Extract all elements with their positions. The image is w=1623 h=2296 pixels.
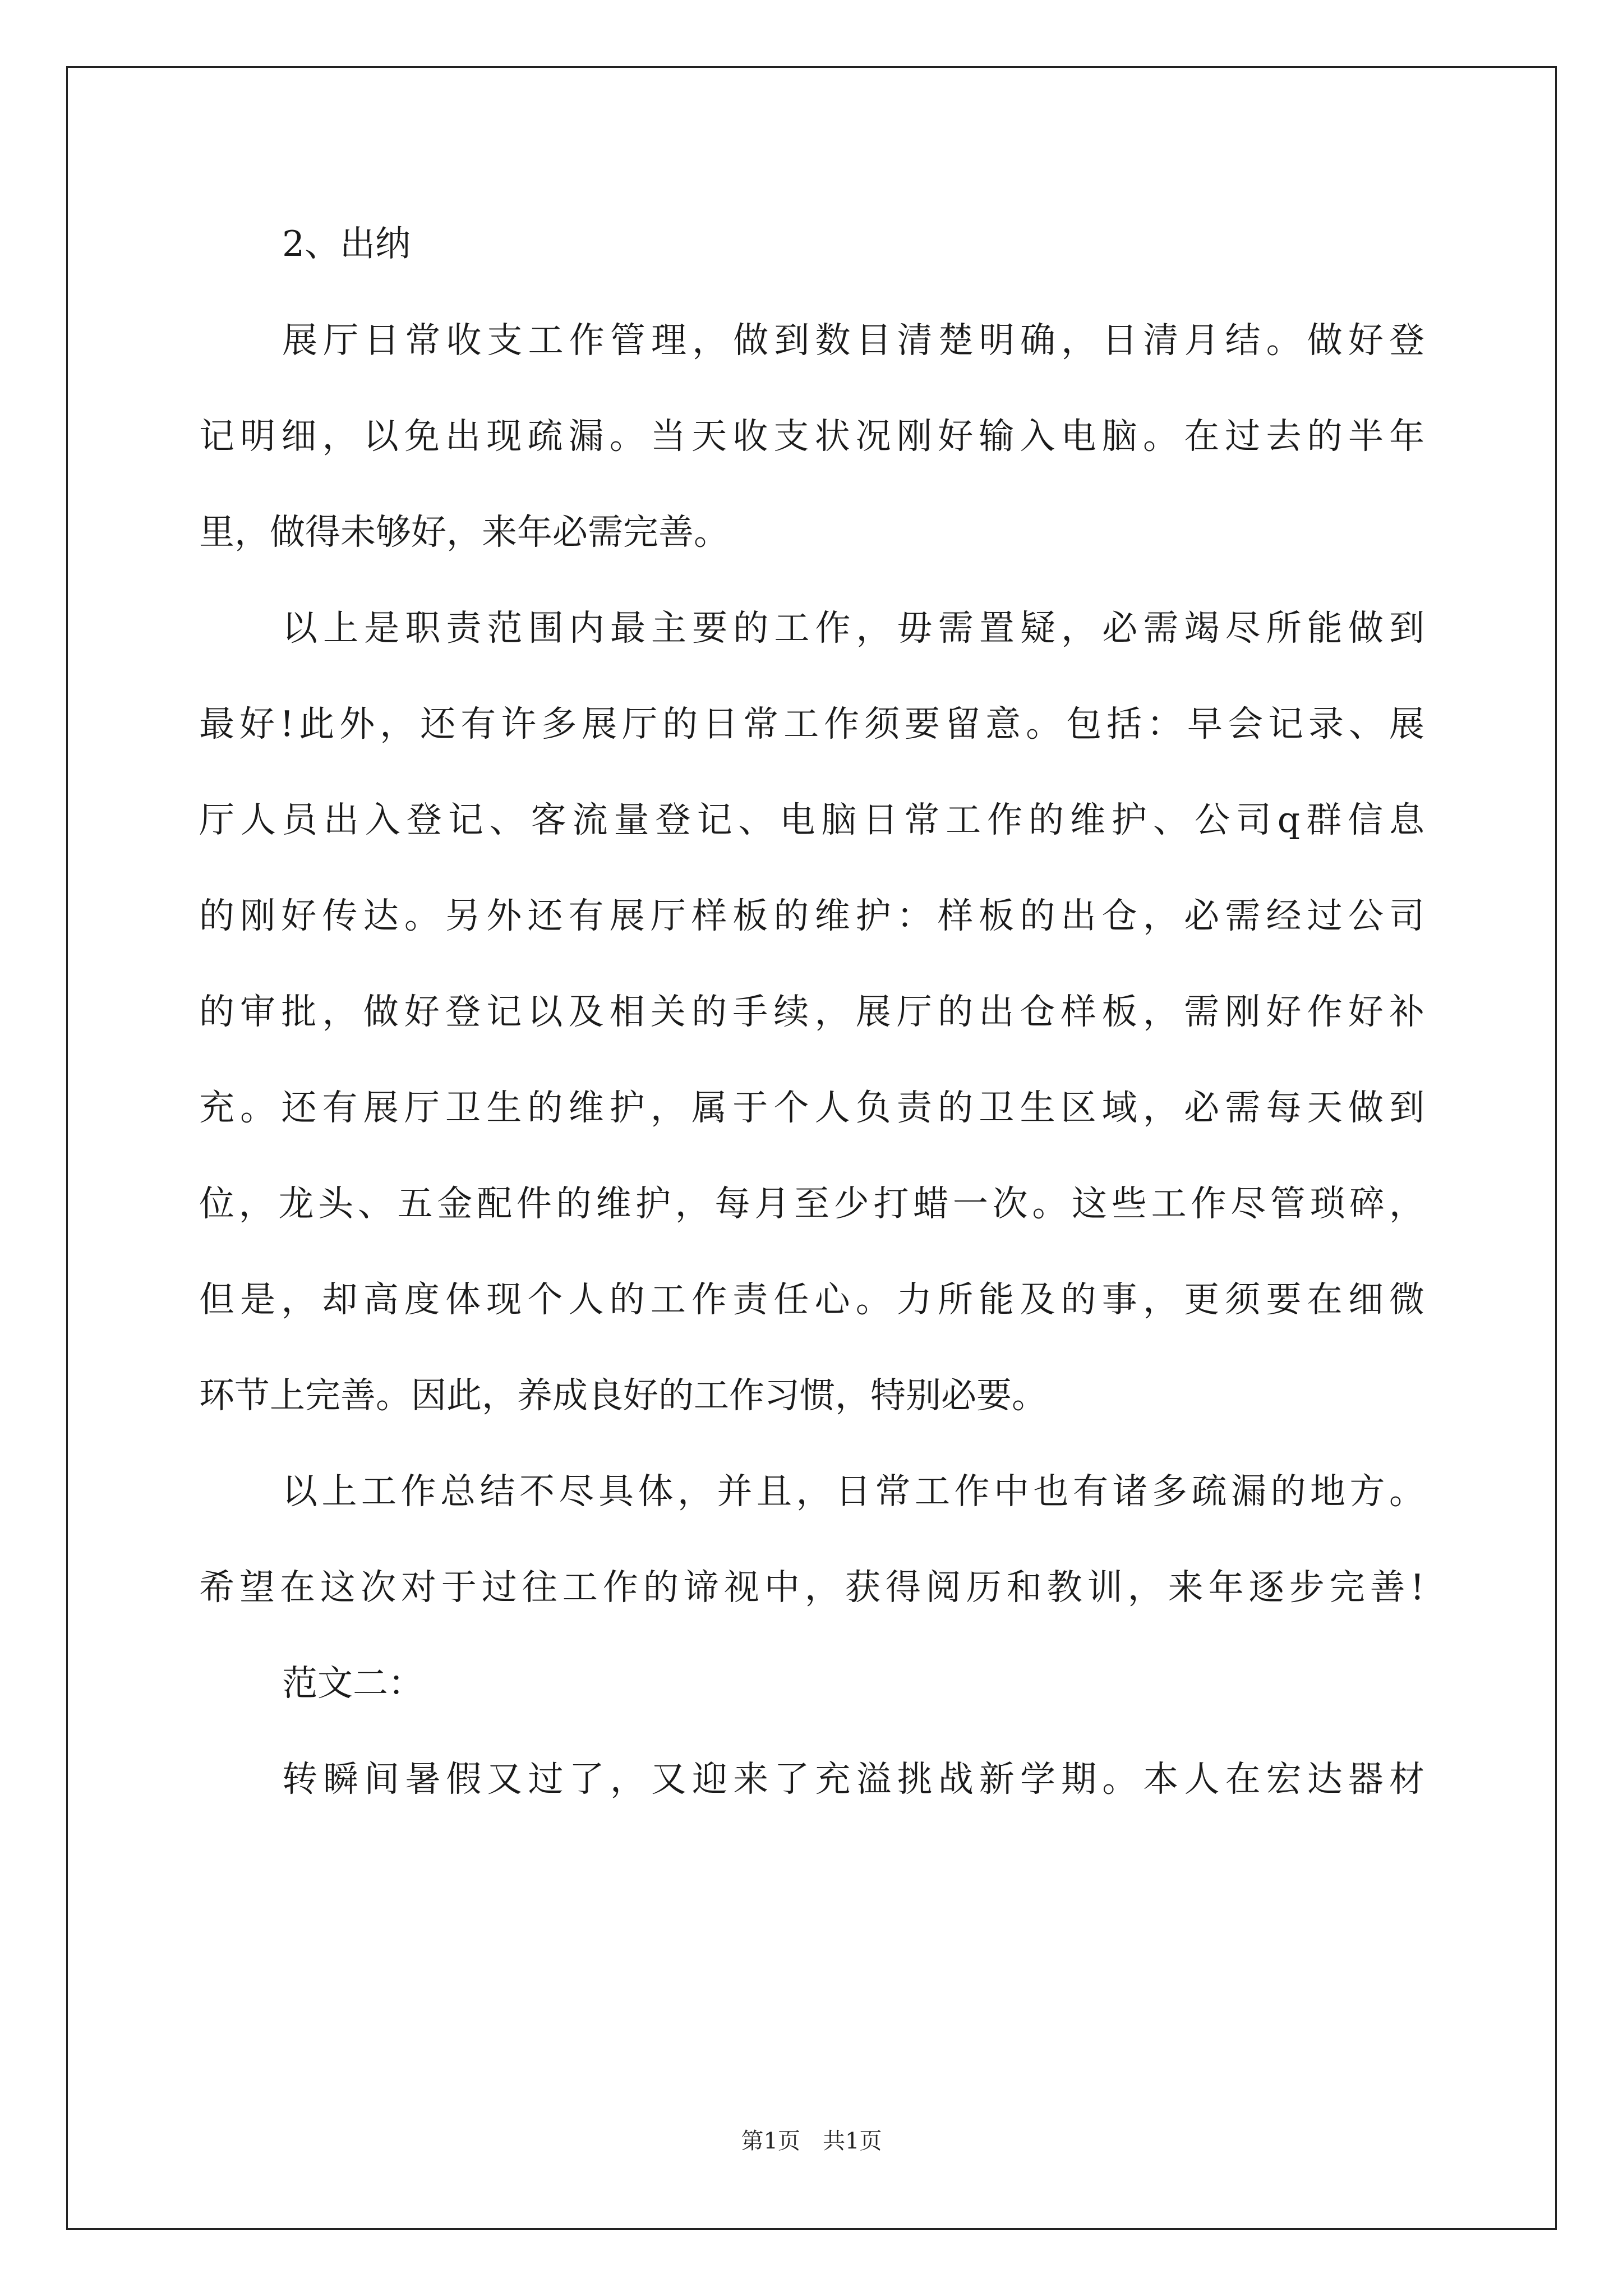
page-number-footer: 第1页 共1页 — [741, 2128, 882, 2154]
paragraph-line: 最好!此外，还有许多展厅的日常工作须要留意。包括：早会记录、展 — [199, 703, 1424, 744]
paragraph-line: 的刚好传达。另外还有展厅样板的维护：样板的出仓，必需经过公司 — [199, 895, 1424, 936]
section-heading: 范文二： — [282, 1663, 423, 1704]
paragraph-line: 展厅日常收支工作管理，做到数目清楚明确，日清月结。做好登 — [282, 320, 1424, 361]
paragraph-line: 记明细，以免出现疏漏。当天收支状况刚好输入电脑。在过去的半年 — [199, 416, 1424, 457]
paragraph-line: 充。还有展厅卫生的维护，属于个人负责的卫生区域，必需每天做到 — [199, 1087, 1424, 1128]
paragraph-line: 位，龙头、五金配件的维护，每月至少打蜡一次。这些工作尽管琐碎， — [199, 1183, 1424, 1224]
paragraph-line: 厅人员出入登记、客流量登记、电脑日常工作的维护、公司q群信息 — [199, 799, 1424, 840]
paragraph-line: 以上工作总结不尽具体，并且，日常工作中也有诸多疏漏的地方。 — [282, 1471, 1424, 1512]
section-heading: 2、出纳 — [282, 223, 411, 264]
paragraph-line: 环节上完善。因此，养成良好的工作习惯，特别必要。 — [199, 1375, 1047, 1416]
paragraph-line: 的审批，做好登记以及相关的手续，展厅的出仓样板，需刚好作好补 — [199, 991, 1424, 1032]
paragraph-line: 以上是职责范围内最主要的工作，毋需置疑，必需竭尽所能做到 — [282, 608, 1424, 648]
page-border — [66, 66, 1557, 2230]
paragraph-line: 转瞬间暑假又过了，又迎来了充溢挑战新学期。本人在宏达器材 — [282, 1759, 1424, 1800]
paragraph-line: 但是，却高度体现个人的工作责任心。力所能及的事，更须要在细微 — [199, 1279, 1424, 1320]
paragraph-line: 里，做得未够好，来年必需完善。 — [199, 512, 729, 553]
paragraph-line: 希望在这次对于过往工作的谛视中，获得阅历和教训，来年逐步完善! — [199, 1567, 1424, 1608]
